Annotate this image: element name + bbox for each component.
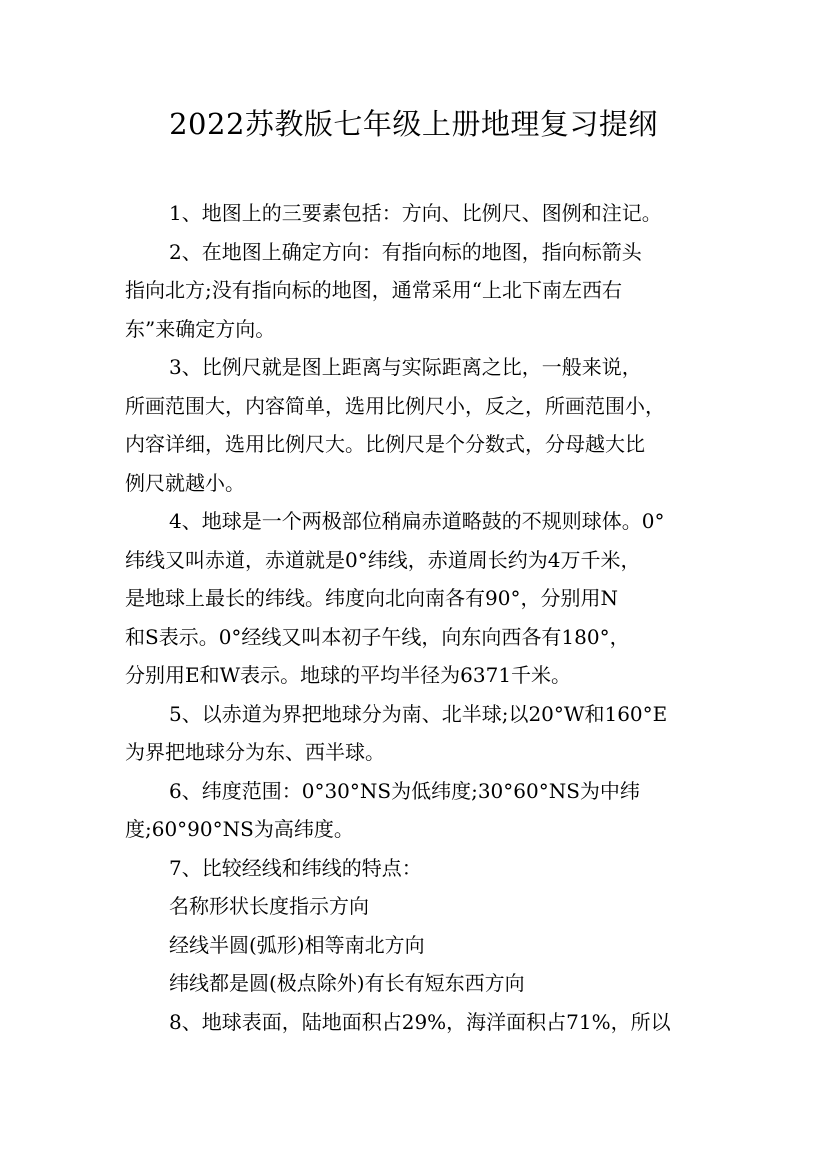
text-line: 指向北方;没有指向标的地图，通常采用“上北下南左西右 [125,278,622,302]
text-line: 7、比较经线和纬线的特点： [169,855,422,880]
text-line: 纬线又叫赤道，赤道就是0°纬线，赤道周长约为4万千米， [125,547,641,572]
text-line: 所画范围大，内容简单，选用比例尺小，反之，所画范围小， [125,393,665,418]
text-line: 为界把地球分为东、西半球。 [125,740,385,764]
text-line: 分别用E和W表示。地球的平均半径为6371千米。 [125,663,572,687]
text-line: 例尺就越小。 [125,470,245,495]
text-line: 度;60°90°NS为高纬度。 [125,817,354,841]
text-line: 东”来确定方向。 [125,316,276,341]
text-line: 和S表示。0°经线又叫本初子午线，向东向西各有180°， [125,624,630,649]
text-line: 6、纬度范围：0°30°NS为低纬度;30°60°NS为中纬 [169,778,640,803]
text-line: 名称形状长度指示方向 [169,894,369,918]
text-line: 纬线都是圆(极点除外)有长有短东西方向 [169,971,525,995]
text-line: 经线半圆(弧形)相等南北方向 [169,932,425,957]
document-title: 2022苏教版七年级上册地理复习提纲 [169,107,658,141]
document-body [125,194,715,1041]
text-line: 8、地球表面，陆地面积占29%，海洋面积占71%，所以 [169,1009,671,1034]
text-line: 内容详细，选用比例尺大。比例尺是个分数式，分母越大比 [125,432,645,456]
text-line: 4、地球是一个两极部位稍扁赤道略鼓的不规则球体。0° [169,509,665,533]
text-line: 2、在地图上确定方向：有指向标的地图，指向标箭头 [169,239,642,264]
text-line: 3、比例尺就是图上距离与实际距离之比，一般来说， [169,355,642,379]
text-line: 1、地图上的三要素包括：方向、比例尺、图例和注记。 [169,201,662,225]
text-line: 是地球上最长的纬线。纬度向北向南各有90°，分别用N [125,586,618,610]
text-line: 5、以赤道为界把地球分为南、北半球;以20°W和160°E [169,701,668,726]
